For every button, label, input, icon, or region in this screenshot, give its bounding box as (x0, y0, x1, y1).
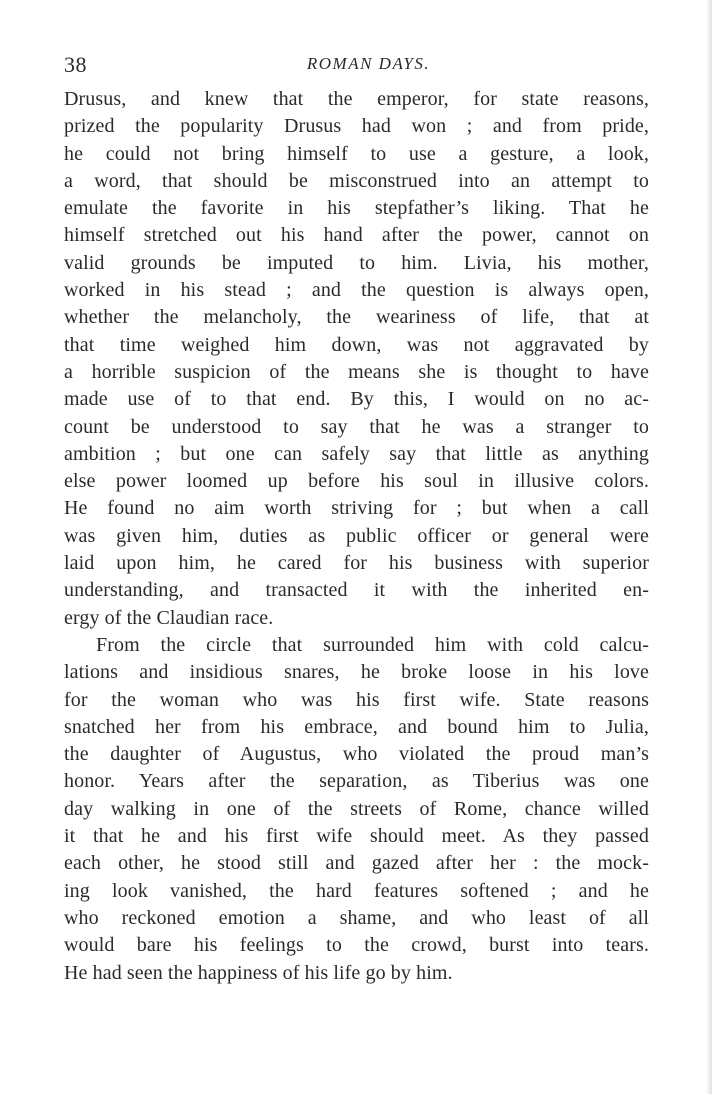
text-line: honor. Years after the separation, as Tiberius was one (64, 770, 649, 793)
text-line: prized the popularity Drusus had won ; and from pride, (64, 115, 649, 138)
text-line: would bare his feelings to the crowd, burst into tears. (64, 934, 649, 957)
text-line: made use of to that end. By this, I would on no ac- (64, 388, 649, 411)
text-line: he could not bring himself to use a gesture, a look, (64, 142, 649, 165)
text-line: a word, that should be misconstrued into an attempt to (64, 169, 649, 192)
text-line: himself stretched out his hand after the power, cannot on (64, 224, 649, 247)
text-line: laid upon him, he cared for his business with superior (64, 552, 649, 575)
page-number: 38 (64, 52, 87, 77)
page-edge-shadow (706, 0, 712, 1094)
text-line: Drusus, and knew that the emperor, for state reasons, (64, 88, 649, 110)
text-line: From the circle that surrounded him with cold calcu- (96, 633, 649, 656)
text-line: worked in his stead ; and the question is always open, (64, 279, 649, 302)
text-line: snatched her from his embrace, and bound him to Julia, (64, 715, 649, 738)
text-line: for the woman who was his first wife. State reasons (64, 688, 649, 711)
text-line: ambition ; but one can safely say that little as anything (64, 442, 649, 465)
text-line: whether the melancholy, the weariness of life, that at (64, 306, 649, 329)
text-line: He found no aim worth striving for ; but when a call (64, 497, 649, 520)
text-line: lations and insidious snares, he broke loose in his love (64, 661, 649, 684)
text-line: who reckoned emotion a shame, and who least of all (64, 906, 649, 929)
running-title: ROMAN DAYS. (306, 54, 431, 73)
text-line: each other, he stood still and gazed after her : the mock- (64, 852, 649, 875)
text-line: understanding, and transacted it with the inherited en- (64, 579, 649, 602)
text-line: it that he and his first wife should meet. As they passed (64, 825, 649, 848)
text-line: ing look vanished, the hard features softened ; and he (64, 879, 649, 902)
text-line: day walking in one of the streets of Rome, chance willed (64, 797, 649, 820)
text-line: count be understood to say that he was a stranger to (64, 415, 649, 438)
text-line: ergy of the Claudian race. (64, 606, 274, 629)
page-header (64, 52, 649, 82)
text-line: emulate the favorite in his stepfather’s liking. That he (64, 197, 649, 220)
text-line: valid grounds be imputed to him. Livia, his mother, (64, 251, 649, 274)
text-line: that time weighed him down, was not aggravated by (64, 333, 649, 356)
text-line: the daughter of Augustus, who violated the proud man’s (64, 743, 649, 766)
text-line: was given him, duties as public officer or general were (64, 524, 649, 547)
text-line: He had seen the happiness of his life go by him. (64, 961, 453, 984)
body-text (64, 86, 649, 987)
text-line: else power loomed up before his soul in illusive colors. (64, 470, 649, 493)
text-line: a horrible suspicion of the means she is thought to have (64, 360, 649, 383)
